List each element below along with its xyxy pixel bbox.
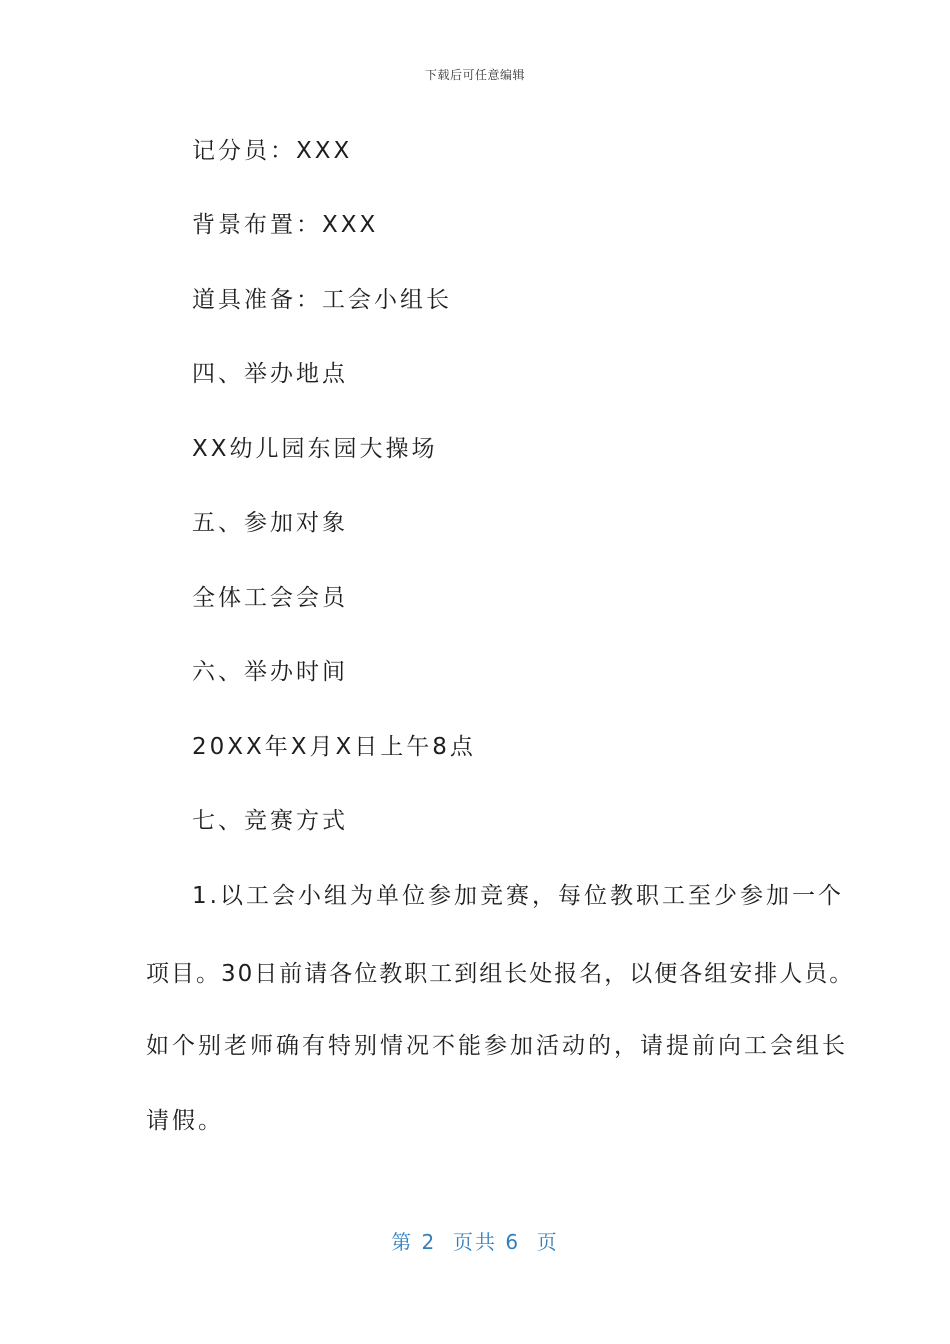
section-heading: 四、举办地点 <box>192 361 348 387</box>
text-line: 背景布置：XXX <box>192 212 379 238</box>
section-heading: 六、举办时间 <box>192 659 348 685</box>
text-line: XX幼儿园东园大操场 <box>192 436 438 462</box>
header-note: 下载后可任意编辑 <box>424 68 525 82</box>
paragraph-line: 请假。 <box>146 1108 224 1134</box>
section-heading: 七、竞赛方式 <box>192 808 348 834</box>
text-line: 20XX年X月X日上午8点 <box>192 734 476 760</box>
paragraph-line: 如个别老师确有特别情况不能参加活动的，请提前向工会组长 <box>146 1033 848 1059</box>
page-number: 第 2 页共 6 页 <box>391 1230 559 1254</box>
text-line: 记分员：XXX <box>192 138 353 164</box>
text-line: 全体工会会员 <box>192 585 348 611</box>
paragraph-line: 项目。30日前请各位教职工到组长处报名，以便各组安排人员。 <box>146 961 855 987</box>
text-line: 道具准备：工会小组长 <box>192 287 452 313</box>
paragraph-line: 1.以工会小组为单位参加竞赛，每位教职工至少参加一个 <box>192 883 844 909</box>
section-heading: 五、参加对象 <box>192 510 348 536</box>
